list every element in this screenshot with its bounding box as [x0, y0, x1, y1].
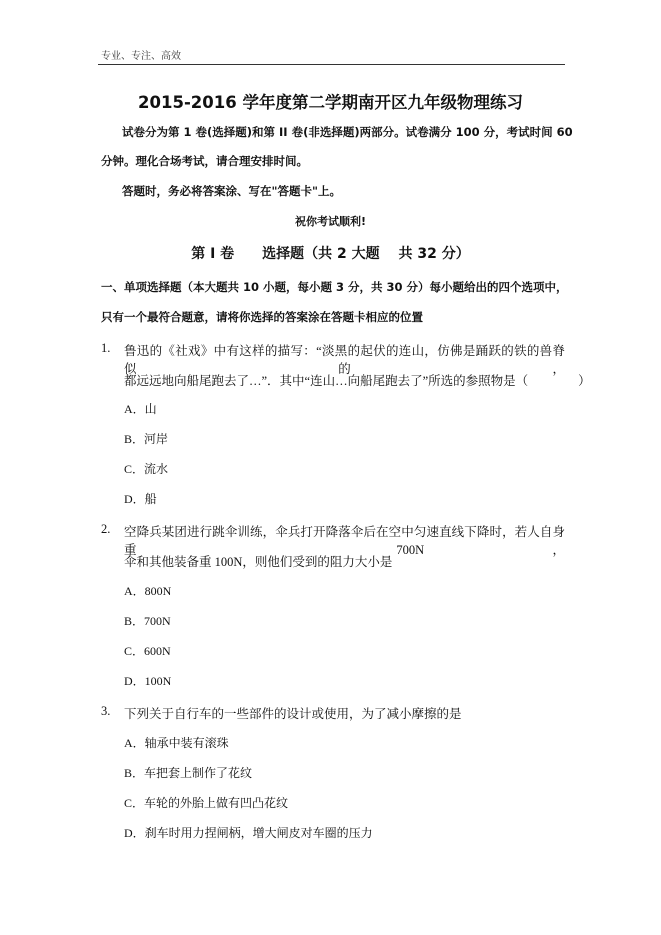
answer-option: D．刹车时用力捏闸柄，增大闸皮对车圈的压力	[124, 826, 373, 840]
section-instruction-2: 只有一个最符合题意，请将你选择的答案涂在答题卡相应的位置	[101, 310, 423, 324]
answer-option: B．河岸	[124, 432, 169, 446]
answer-option: D．船	[124, 492, 157, 506]
page-header: 专业、专注、高效	[101, 51, 181, 62]
question-text: 空降兵某团进行跳伞训练，伞兵打开降落伞后在空中匀速直线下降时，若人自身重 700N，	[124, 525, 565, 557]
answer-option: C．车轮的外胎上做有凹凸花纹	[124, 796, 289, 810]
answer-option: D．100N	[124, 674, 172, 688]
answer-option: C．600N	[124, 644, 171, 658]
question-number: 2.	[101, 522, 111, 536]
document-title: 2015-2016 学年度第二学期南开区九年级物理练习	[138, 93, 523, 112]
intro-line-1: 试卷分为第 1 卷(选择题)和第 II 卷(非选择题)两部分。试卷满分 100 分，考试时间 60	[122, 125, 573, 139]
section-instruction-1: 一、单项选择题（本大题共 10 小题，每小题 3 分，共 30 分）每小题给出的四个选项中，	[101, 280, 568, 294]
question-text: 下列关于自行车的一些部件的设计或使用，为了减小摩擦的是	[124, 707, 462, 721]
question-number: 1.	[101, 341, 111, 355]
question-text-continued: 都远远地向船尾跑去了…”．其中“连山…向船尾跑去了”所选的参照物是（ ）	[124, 374, 591, 388]
question-number: 3.	[101, 704, 111, 718]
section-title: 第 I 卷 选择题（共 2 大题 共 32 分）	[191, 246, 470, 262]
question-text: 鲁迅的《社戏》中有这样的描写：“淡黑的起伏的连山，仿佛是踊跃的铁的兽脊似的，	[124, 344, 565, 376]
good-luck-text: 祝你考试顺利!	[294, 215, 367, 228]
answer-option: B．车把套上制作了花纹	[124, 766, 253, 780]
answer-option: A．轴承中装有滚珠	[124, 736, 229, 750]
answer-option: C．流水	[124, 462, 169, 476]
question-text-continued: 伞和其他装备重 100N，则他们受到的阻力大小是	[124, 555, 393, 569]
intro-line-2: 分钟。理化合场考试，请合理安排时间。	[101, 154, 308, 168]
intro-line-3: 答题时，务必将答案涂、写在"答题卡"上。	[122, 184, 341, 198]
answer-option: A．山	[124, 402, 157, 416]
answer-option: B．700N	[124, 614, 171, 628]
answer-option: A．800N	[124, 584, 172, 598]
header-divider	[98, 64, 565, 65]
